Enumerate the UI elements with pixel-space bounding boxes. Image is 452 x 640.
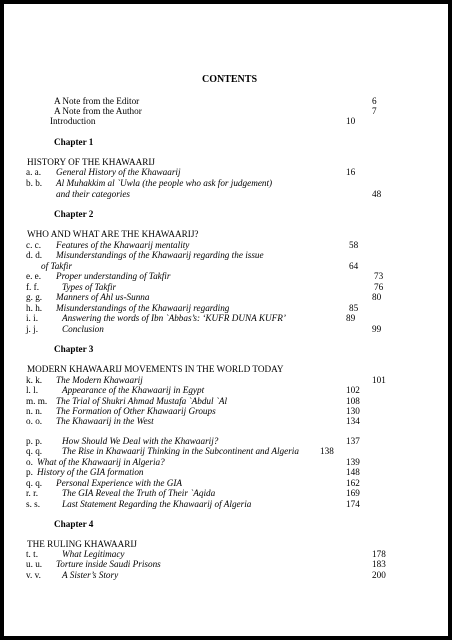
toc-entry-title[interactable]: The GIA Reveal the Truth of Their `Aqida: [62, 488, 216, 498]
toc-entry-title[interactable]: Answering the words of Ibn `Abbas’s: ‘KUFR DUNA KUFR’: [62, 313, 286, 323]
toc-entry-title[interactable]: Manners of Ahl us-Sunna: [56, 292, 150, 302]
toc-entry-title[interactable]: Misunderstandings of the Khawaarij regarding the issue: [56, 250, 264, 260]
toc-marker: g. g.: [26, 292, 43, 302]
page-number: 137: [346, 436, 360, 446]
section-heading: THE RULING KHAWAARIJ: [27, 539, 138, 549]
toc-marker: j. j.: [26, 324, 38, 334]
document-page: [4, 4, 448, 636]
page-number: 162: [346, 478, 360, 488]
toc-marker: t. t.: [26, 549, 38, 559]
toc-entry-editor-note[interactable]: A Note from the Editor: [54, 96, 140, 106]
page-number: 148: [346, 467, 360, 477]
toc-entry-introduction[interactable]: Introduction: [50, 116, 96, 126]
toc-entry-title-continued[interactable]: and their categories: [56, 189, 130, 199]
section-heading: WHO AND WHAT ARE THE KHAWAARIJ?: [27, 229, 199, 239]
chapter-heading: Chapter 2: [54, 209, 94, 219]
page-number: 169: [346, 488, 360, 498]
section-heading: MODERN KHAWAARIJ MOVEMENTS IN THE WORLD TODAY: [27, 364, 284, 374]
page-number: 183: [372, 559, 386, 569]
page-number: 134: [346, 416, 360, 426]
toc-entry-title[interactable]: History of the GIA formation: [37, 467, 144, 477]
section-heading: HISTORY OF THE KHAWAARIJ: [27, 157, 155, 167]
toc-entry-title[interactable]: Features of the Khawaarij mentality: [56, 240, 190, 250]
toc-entry-title[interactable]: A Sister’s Story: [62, 570, 119, 580]
chapter-heading: Chapter 3: [54, 344, 94, 354]
toc-marker: o.: [26, 457, 33, 467]
toc-entry-title[interactable]: The Trial of Shukri Ahmad Mustafa `Abdul `Al: [56, 396, 228, 406]
toc-entry-title[interactable]: Appearance of the Khawaarij in Egypt: [62, 385, 205, 395]
toc-marker: h. h.: [26, 303, 43, 313]
toc-entry-title[interactable]: What of the Khawaarij in Algeria?: [37, 457, 165, 467]
page-number: 139: [346, 457, 360, 467]
page-number: 76: [374, 282, 384, 292]
toc-entry-title[interactable]: Proper understanding of Takfir: [56, 271, 171, 281]
toc-entry-title[interactable]: The Rise in Khawaarij Thinking in the Subcontinent and Algeria: [62, 446, 299, 456]
toc-entry-title[interactable]: General History of the Khawaarij: [56, 167, 181, 177]
contents-title: CONTENTS: [202, 74, 258, 85]
page-number: 85: [349, 303, 359, 313]
toc-marker: s. s.: [26, 499, 41, 509]
toc-marker: b. b.: [26, 178, 43, 188]
toc-marker: o. o.: [26, 416, 43, 426]
page-number: 58: [349, 240, 359, 250]
toc-marker: i. i.: [26, 313, 38, 323]
toc-marker: u. u.: [26, 559, 43, 569]
toc-marker: a. a.: [26, 167, 42, 177]
toc-entry-title[interactable]: Personal Experience with the GIA: [56, 478, 183, 488]
page-number: 101: [372, 375, 386, 385]
page-number: 178: [372, 549, 386, 559]
toc-marker: n. n.: [26, 406, 43, 416]
toc-marker: l. l.: [26, 385, 38, 395]
page-number: 174: [346, 499, 360, 509]
toc-marker: e. e.: [26, 271, 42, 281]
toc-entry-author-note[interactable]: A Note from the Author: [54, 106, 142, 116]
chapter-heading: Chapter 1: [54, 137, 94, 147]
page-number: 99: [372, 324, 382, 334]
toc-marker: k. k.: [26, 375, 43, 385]
toc-entry-title[interactable]: Misunderstandings of the Khawaarij regarding: [56, 303, 230, 313]
toc-entry-title[interactable]: Last Statement Regarding the Khawaarij of Algeria: [62, 499, 252, 509]
page-number: 10: [346, 116, 356, 126]
page-number: 108: [346, 396, 360, 406]
page-number: 48: [372, 189, 382, 199]
page-number: 6: [372, 96, 377, 106]
toc-marker: m. m.: [26, 396, 48, 406]
page-number: 200: [372, 570, 386, 580]
page-number: 16: [346, 167, 356, 177]
toc-marker: f. f.: [26, 282, 40, 292]
page-number: 64: [349, 261, 359, 271]
page-number: 73: [374, 271, 384, 281]
toc-marker: r. r.: [26, 488, 38, 498]
page-number: 7: [372, 106, 377, 116]
toc-marker: q. q.: [26, 446, 43, 456]
toc-entry-title[interactable]: The Modern Khawaarij: [56, 375, 143, 385]
page-number: 130: [346, 406, 360, 416]
page-number: 102: [346, 385, 360, 395]
toc-marker: p. p.: [26, 436, 43, 446]
toc-entry-title[interactable]: What Legitimacy: [62, 549, 125, 559]
toc-marker: d. d.: [26, 250, 43, 260]
chapter-heading: Chapter 4: [54, 519, 94, 529]
page-number: 89: [346, 313, 356, 323]
toc-entry-title[interactable]: How Should We Deal with the Khawaarij?: [62, 436, 219, 446]
toc-entry-title[interactable]: The Khawaarij in the West: [56, 416, 154, 426]
page-number: 138: [320, 446, 334, 456]
page-number: 80: [372, 292, 382, 302]
toc-entry-title-continued[interactable]: of Takfir: [41, 261, 73, 271]
toc-marker: v. v.: [26, 570, 41, 580]
toc-marker: p.: [26, 467, 33, 477]
toc-entry-title[interactable]: The Formation of Other Khawaarij Groups: [56, 406, 216, 416]
toc-entry-title[interactable]: Conclusion: [62, 324, 104, 334]
toc-entry-title[interactable]: Al Muhakkim al `Uwla (the people who ask for judgement): [56, 178, 273, 188]
toc-entry-title[interactable]: Torture inside Saudi Prisons: [56, 559, 161, 569]
toc-marker: c. c.: [26, 240, 42, 250]
toc-marker: q. q.: [26, 478, 43, 488]
toc-entry-title[interactable]: Types of Takfir: [62, 282, 117, 292]
